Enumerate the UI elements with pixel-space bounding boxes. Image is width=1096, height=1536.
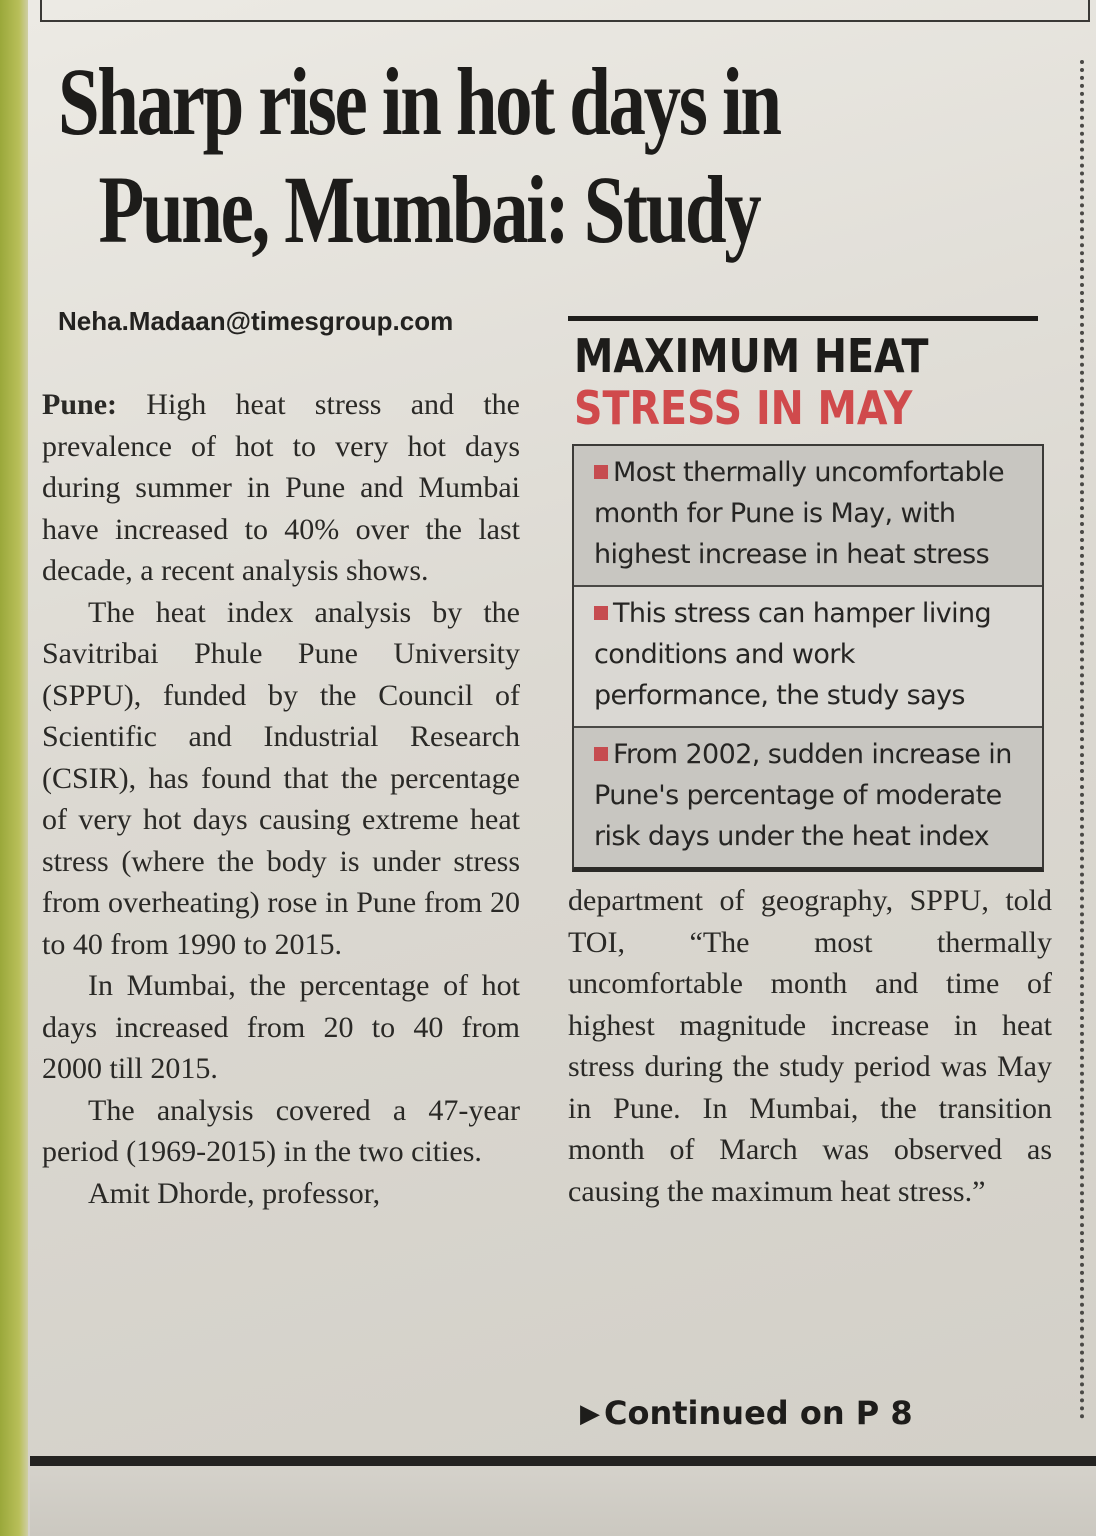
paragraph-6: department of geography, SPPU, told TOI, “The most thermally uncomfortable month and time of highest magnitude increase in heat stress during the study period was May in Pune. In Mumbai, the transition month of March was observed as causing the maximum heat stress.” bbox=[568, 884, 1052, 1208]
bottom-margin bbox=[30, 1466, 1096, 1536]
headline-line-2: Pune, Mumbai: Study bbox=[98, 156, 760, 263]
sidebar-title bbox=[574, 330, 928, 434]
square-bullet-icon bbox=[594, 465, 608, 479]
bottom-rule bbox=[30, 1456, 1096, 1466]
square-bullet-icon bbox=[594, 747, 608, 761]
left-column bbox=[42, 384, 520, 1214]
fact-item-3 bbox=[574, 728, 1042, 867]
sidebar-facts-box bbox=[572, 444, 1044, 872]
continued-link[interactable] bbox=[580, 1394, 913, 1432]
right-column bbox=[568, 880, 1052, 1212]
top-border-box bbox=[40, 0, 1090, 22]
paragraph-2: The heat index analysis by the Savitribai Phule Pune University (SPPU), funded by the Council of Scientific and Industrial Research (CSIR), has found that the percentage of very hot days causing extreme heat stress (where the body is under stress from overheating) rose in Pune from 20 to 40 from 1990 to 2015. bbox=[42, 595, 520, 961]
play-arrow-icon: ▶ bbox=[580, 1399, 600, 1429]
paragraph-1-text: High heat stress and the prevalence of hot to very hot days during summer in Pune and Mumbai have increased to 40% over the last decade, a recent analysis shows. bbox=[42, 388, 520, 587]
fact-item-1 bbox=[574, 446, 1042, 587]
headline bbox=[58, 48, 838, 264]
fact-item-2 bbox=[574, 587, 1042, 728]
paragraph-5: Amit Dhorde, professor, bbox=[88, 1176, 381, 1210]
paragraph-1 bbox=[42, 384, 520, 592]
sidebar-top-rule bbox=[568, 316, 1038, 321]
sidebar-title-line-2: STRESS IN MAY bbox=[574, 381, 913, 435]
byline-email[interactable]: Neha.Madaan@timesgroup.com bbox=[58, 306, 454, 336]
paragraph-4: The analysis covered a 47-year period (1969-2015) in the two cities. bbox=[42, 1093, 520, 1168]
dotted-cut-line bbox=[1080, 60, 1084, 1420]
headline-line-1: Sharp rise in hot days in bbox=[58, 48, 780, 155]
fact-text: Most thermally uncomfortable month for Pune is May, with highest increase in heat stress bbox=[594, 457, 1004, 570]
continued-label: Continued on P 8 bbox=[604, 1394, 913, 1432]
fact-text: This stress can hamper living conditions and work performance, the study says bbox=[594, 598, 992, 711]
square-bullet-icon bbox=[594, 606, 608, 620]
paragraph-3: In Mumbai, the percentage of hot days increased from 20 to 40 from 2000 till 2015. bbox=[42, 969, 520, 1085]
sidebar-title-line-1: MAXIMUM HEAT bbox=[574, 329, 929, 383]
dateline: Pune: bbox=[42, 388, 117, 421]
fact-text: From 2002, sudden increase in Pune's percentage of moderate risk days under the heat index bbox=[594, 739, 1012, 852]
